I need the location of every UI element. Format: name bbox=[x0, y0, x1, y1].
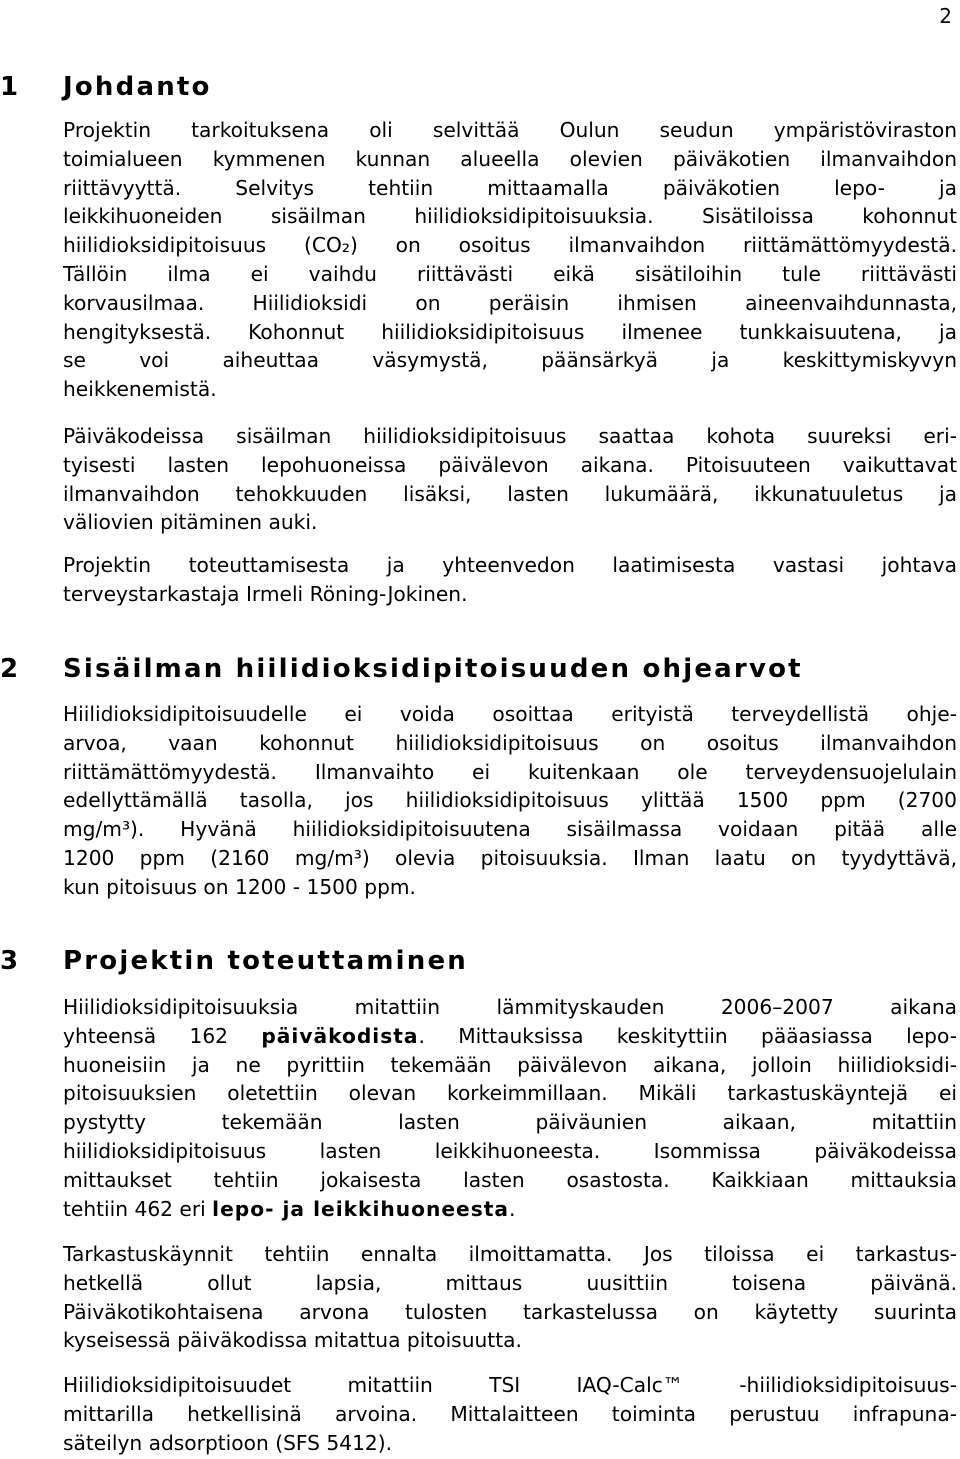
section-title: Projektin toteuttaminen bbox=[63, 946, 469, 976]
paragraph bbox=[63, 1240, 957, 1355]
text-line: 1200 ppm (2160 mg/m³) olevia pitoisuuksia. Ilman laatu on tyydyttävä, bbox=[63, 845, 957, 870]
text-line: mittarilla hetkellisinä arvoina. Mittalaitteen toiminta perustuu infrapuna- bbox=[63, 1401, 957, 1426]
text-line: Tarkastuskäynnit tehtiin ennalta ilmoittamatta. Jos tiloissa ei tarkastus- bbox=[63, 1242, 957, 1266]
text-line: heikkenemistä. bbox=[63, 377, 217, 402]
text-line: Hiilidioksidipitoisuudet mitattiin TSI IAQ-Calc™ -hiilidioksidipitoisuus- bbox=[63, 1373, 957, 1397]
text-line: korvausilmaa. Hiilidioksidi on peräisin ihmisen aineenvaihdunnasta, bbox=[63, 290, 957, 315]
page-number: 2 bbox=[939, 4, 952, 28]
paragraph bbox=[63, 116, 957, 404]
text-line: arvoa, vaan kohonnut hiilidioksidipitoisuus on osoitus ilmanvaihdon bbox=[63, 730, 957, 755]
text-line: mittaukset tehtiin jokaisesta lasten osastosta. Kaikkiaan mittauksia bbox=[63, 1167, 957, 1192]
text-line: kun pitoisuus on 1200 - 1500 ppm. bbox=[63, 874, 416, 899]
text-line: Päiväkodeissa sisäilman hiilidioksidipitoisuus saattaa kohota suureksi eri- bbox=[63, 424, 957, 448]
text-line: väliovien pitäminen auki. bbox=[63, 510, 318, 535]
section-title: Sisäilman hiilidioksidipitoisuuden ohjearvot bbox=[63, 654, 803, 684]
text-line: hiilidioksidipitoisuus (CO₂) on osoitus ilmanvaihdon riittämättömyydestä. bbox=[63, 233, 957, 258]
text-line: riittävyyttä. Selvitys tehtiin mittaamalla päiväkotien lepo- ja bbox=[63, 175, 957, 200]
bold-phrase: päiväkodista bbox=[261, 1023, 419, 1048]
text-line rich-line: yhteensä 162 päiväkodista. Mittauksissa keskityttiin pääasiassa lepo- bbox=[63, 1023, 957, 1048]
text-line: kyseisessä päiväkodissa mitattua pitoisuutta. bbox=[63, 1328, 522, 1353]
text-line rich-line: tehtiin 462 eri lepo- ja leikkihuoneesta. bbox=[63, 1196, 516, 1221]
text-line: ilmanvaihdon tehokkuuden lisäksi, lasten lukumäärä, ikkunatuuletus ja bbox=[63, 481, 957, 506]
text-line: pitoisuuksien oletettiin olevan korkeimmillaan. Mikäli tarkastuskäyntejä ei bbox=[63, 1081, 957, 1106]
section-number: 1 bbox=[0, 72, 21, 102]
text-line: huoneisiin ja ne pyrittiin tekemään päivälevon aikana, jolloin hiilidioksidi- bbox=[63, 1052, 957, 1077]
text-line: säteilyn adsorptioon (SFS 5412). bbox=[63, 1430, 393, 1455]
text-line: hetkellä ollut lapsia, mittaus uusittiin toisena päivänä. bbox=[63, 1270, 957, 1295]
text-line: edellyttämällä tasolla, jos hiilidioksidipitoisuus ylittää 1500 ppm (2700 bbox=[63, 788, 957, 813]
paragraph bbox=[63, 993, 957, 1223]
paragraph bbox=[63, 422, 957, 537]
text-line: pystytty tekemään lasten päiväunien aikaan, mitattiin bbox=[63, 1110, 957, 1135]
bold-phrase: lepo- ja leikkihuoneesta bbox=[212, 1196, 510, 1221]
text-line: hiilidioksidipitoisuus lasten leikkihuoneesta. Isommissa päiväkodeissa bbox=[63, 1138, 957, 1163]
text-line: Projektin tarkoituksena oli selvittää Oulun seudun ympäristöviraston bbox=[63, 118, 957, 142]
text-line: tyisesti lasten lepohuoneissa päivälevon aikana. Pitoisuuteen vaikuttavat bbox=[63, 452, 957, 477]
text-line: Päiväkotikohtaisena arvona tulosten tarkastelussa on käytetty suurinta bbox=[63, 1299, 957, 1324]
paragraph bbox=[63, 1371, 957, 1457]
section-number: 2 bbox=[0, 654, 21, 684]
text-line: leikkihuoneiden sisäilman hiilidioksidipitoisuuksia. Sisätiloissa kohonnut bbox=[63, 204, 957, 229]
text-line: terveystarkastaja Irmeli Röning-Jokinen. bbox=[63, 581, 468, 606]
section-number: 3 bbox=[0, 946, 21, 976]
paragraph bbox=[63, 551, 957, 609]
paragraph bbox=[63, 700, 957, 902]
text-line: se voi aiheuttaa väsymystä, päänsärkyä ja keskittymiskyvyn bbox=[63, 348, 957, 373]
text-line: Tällöin ilma ei vaihdu riittävästi eikä sisätiloihin tule riittävästi bbox=[63, 261, 957, 286]
text-line: Hiilidioksidipitoisuudelle ei voida osoittaa erityistä terveydellistä ohje- bbox=[63, 702, 957, 726]
text-line: toimialueen kymmenen kunnan alueella olevien päiväkotien ilmanvaihdon bbox=[63, 146, 957, 171]
section-title: Johdanto bbox=[63, 72, 212, 102]
text-line: Hiilidioksidipitoisuuksia mitattiin lämmityskauden 2006–2007 aikana bbox=[63, 995, 957, 1019]
text-line: Projektin toteuttamisesta ja yhteenvedon laatimisesta vastasi johtava bbox=[63, 553, 957, 577]
text-line: riittämättömyydestä. Ilmanvaihto ei kuitenkaan ole terveydensuojelulain bbox=[63, 759, 957, 784]
text-line: hengityksestä. Kohonnut hiilidioksidipitoisuus ilmenee tunkkaisuutena, ja bbox=[63, 319, 957, 344]
text-line: mg/m³). Hyvänä hiilidioksidipitoisuutena sisäilmassa voidaan pitää alle bbox=[63, 817, 957, 842]
